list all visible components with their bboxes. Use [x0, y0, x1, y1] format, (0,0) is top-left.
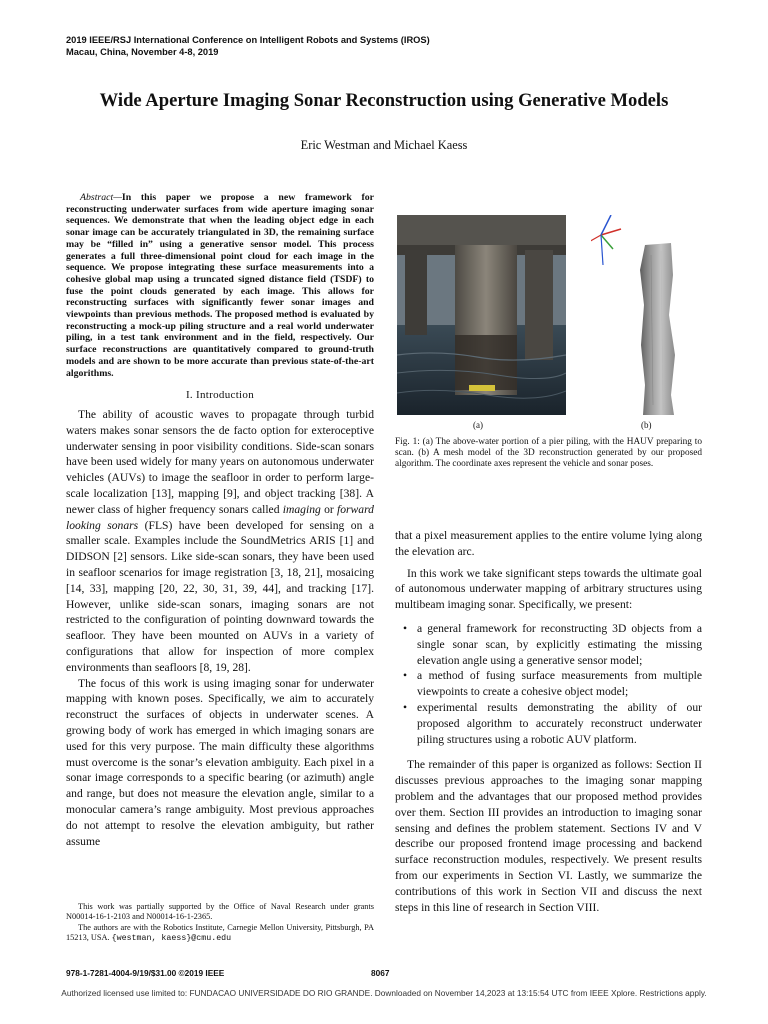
intro-text: The ability of acoustic waves to propagate through turbid waters makes sonar sensors the de facto option for exteroceptive underwater sensing in poor visibility conditions. Side-scan sonars have been used widely for many years on autonomous underwater vehicles (AUVs) to image the seafloor in order to perform large-scale localization [13], mapping [9], and object tracking [38]. A newer class of higher frequency sonars called: [66, 408, 374, 516]
intro-emphasis: forward looking sonars: [66, 502, 374, 532]
author-emails[interactable]: {westman, kaess}@cmu.edu: [111, 934, 232, 944]
subfigure-label-b: (b): [641, 420, 652, 430]
intro-paragraph-1: [66, 407, 374, 676]
abstract-text: In this paper we propose a new framework for reconstructing underwater surfaces from wide aperture imaging sonar sequences. We demonstrate that when the leading object edge in each sonar image can be accurately triangulated in 3D, the remaining surface may be “filled in” using a generative sensor model. This process generates a full three-dimensional point cloud for each image in the sequence. We propose integrating these surface measurements into a cohesive global map using a truncated signed distance field (TSDF) to fuse the point clouds generated by each image. This allows for reconstructing surfaces with significantly fewer sonar images and viewpoints than previous methods. The proposed method is evaluated by reconstructing a mock-up piling structure and a real world underwater piling, in a test tank environment and in the field, respectively. Our surface reconstructions are quantitatively compared to ground-truth models and are shown to be more accurate than previous state-of-the-art algorithms.: [66, 192, 374, 379]
footnote-affiliation: [66, 923, 374, 945]
list-item: • experimental results demonstrating the ability of our proposed algorithm to accurately reconstruct underwater piling structures using a robotic AUV platform.: [403, 700, 702, 746]
mesh-reconstruction: [591, 215, 703, 415]
list-item-text: a method of fusing surface measurements from multiple viewpoints to create a cohesive object model;: [417, 669, 702, 699]
intro-paragraph-2: The focus of this work is using imaging sonar for underwater mapping with known poses. Specifically, we aim to accurately reconstruct the surfaces of objects in underwater scenes. A growing body of work has emerged in which imaging sonars are used for this very purpose. The main difficulty these algorithms must overcome is the sonar’s elevation ambiguity. Each pixel in a sonar image corresponds to a specific bearing (or azimuth) angle and range, but does not measure the elevation angle, similar to a monocular camera’s range ambiguity. Most previous approaches do not attempt to resolve the elevation ambiguity, but rather assume: [66, 676, 374, 848]
contributions-list: [395, 621, 702, 747]
list-item: • a general framework for reconstructing 3D objects from a single sonar scan, by explicitly estimating the missing elevation angle using a generative sensor model;: [403, 621, 702, 667]
license-notice: Authorized licensed use limited to: FUNDACAO UNIVERSIDADE DO RIO GRANDE. Downloaded on November 14,2023 at 13:15:54 UTC from IEEE Xplore. Restrictions apply.: [61, 988, 707, 998]
left-column: [66, 192, 374, 849]
intro-text: (FLS) have been developed for sensing on a smaller scale. Examples include the SoundMetrics ARIS [1] and DIDSON [2] sensors. Like side-scan sonars, they have been used in seafloor scenarios for image registration [3, 18, 21], mosaicing [14, 33], mapping [20, 22, 30, 31, 39, 44], and tracking [17]. However, unlike side-scan sonars, imaging sonars are not restricted to the configuration of pointing downward towards the seafloor. They have been mounted on AUVs in a variety of configurations that allow for inspection of more complex environments than seafloors [8, 19, 28].: [66, 518, 374, 674]
right-column: [395, 528, 702, 915]
paragraph-continuation: that a pixel measurement applies to the entire volume lying along the elevation arc.: [395, 529, 702, 558]
abstract: [66, 192, 374, 379]
page-number: 8067: [371, 968, 390, 978]
figure-1: [397, 215, 703, 465]
list-item: • a method of fusing surface measurements from multiple viewpoints to create a cohesive object model;: [403, 669, 702, 699]
mesh-model-illustration: [591, 215, 703, 415]
paragraph-this-work: In this work we take significant steps towards the ultimate goal of autonomous underwater mapping of arbitrary structures using multibeam imaging sonar. Specifically, we present:: [395, 566, 702, 612]
list-item-text: experimental results demonstrating the ability of our proposed algorithm to accurately reconstruct underwater piling structures using a robotic AUV platform.: [417, 700, 702, 746]
abstract-lead: Abstract—: [80, 192, 122, 203]
intro-text: or: [320, 502, 338, 516]
section-heading: I. Introduction: [185, 389, 255, 402]
affiliation-text: The authors are with the Robotics Institute, Carnegie Mellon University, Pittsburgh, PA 15213, USA.: [66, 922, 374, 943]
subfigure-label-a: (a): [473, 420, 483, 430]
list-item-text: a general framework for reconstructing 3D objects from a single sonar scan, by explicitly estimating the missing elevation angle using a generative sensor model;: [417, 621, 702, 667]
paragraph-organization: The remainder of this paper is organized as follows: Section II discusses previous approaches to the imaging sonar mapping problem and the advantages that our proposed method provides over them. Section III provides an introduction to imaging sonar sensing and defines the problem statement. Sections IV and V describe our proposed frontend image processing and backend surface reconstruction modules, respectively. We present results from our experiments in Section VI. Lastly, we summarize the contributions of this work in Section VII and discuss the next steps in this line of research in Section VIII.: [395, 758, 702, 914]
conference-header: [66, 34, 430, 58]
isbn-copyright: 978-1-7281-4004-9/19/$31.00 ©2019 IEEE: [66, 968, 225, 978]
paper-authors: Eric Westman and Michael Kaess: [300, 138, 468, 152]
coordinate-axes-icon: [591, 215, 621, 265]
pier-photo-illustration: [397, 215, 566, 415]
paper-title: Wide Aperture Imaging Sonar Reconstruction using Generative Models: [99, 90, 669, 111]
footnotes: [66, 902, 374, 945]
conference-location: Macau, China, November 4-8, 2019: [66, 47, 219, 57]
footnote-funding: This work was partially supported by the Office of Naval Research under grants N00014-16-1-2103 and N00014-16-1-2365.: [66, 902, 374, 922]
conference-name: 2019 IEEE/RSJ International Conference on Intelligent Robots and Systems (IROS): [66, 35, 430, 45]
pier-piling-photo: [397, 215, 566, 415]
intro-emphasis: imaging: [282, 502, 321, 516]
figure-caption: Fig. 1: (a) The above-water portion of a pier piling, with the HAUV preparing to scan. (b) A mesh model of the 3D reconstruction generated by our proposed algorithm. The coordinate axes represent the vehicle and sonar poses.: [395, 437, 702, 470]
